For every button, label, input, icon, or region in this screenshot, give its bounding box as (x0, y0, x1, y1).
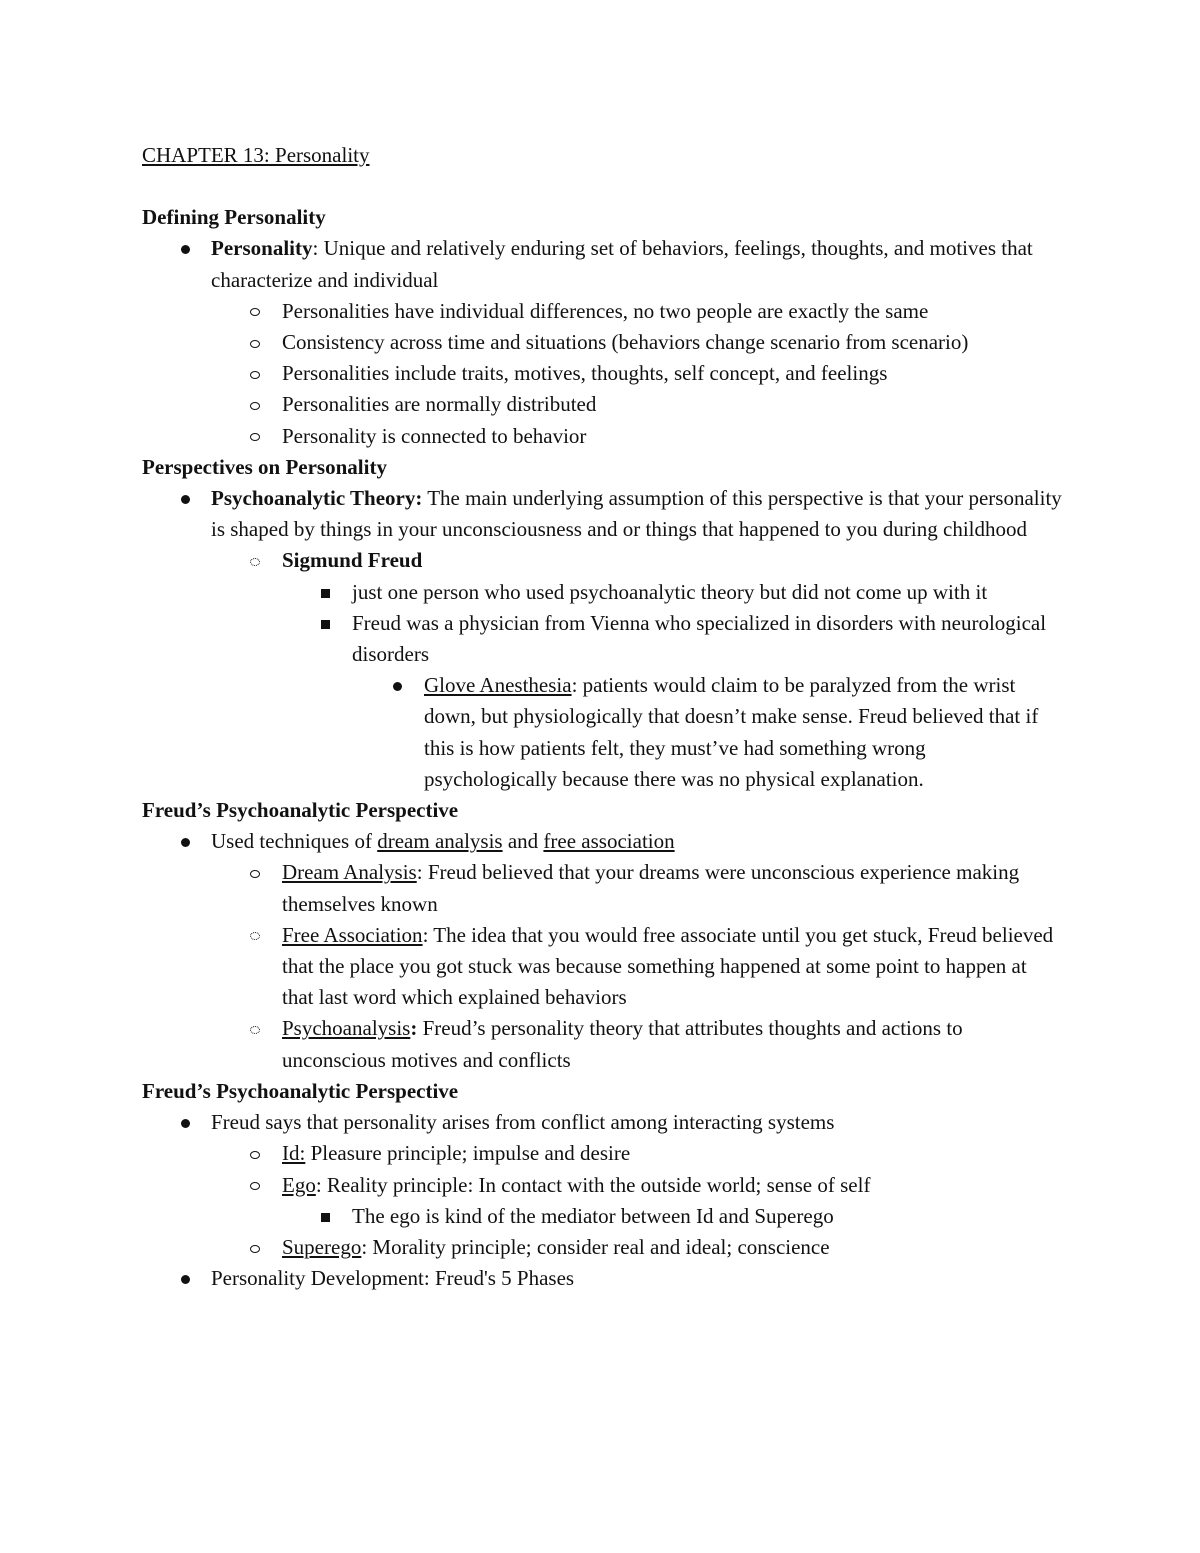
definition: : Unique and relatively enduring set of behaviors, feelings, thoughts, and motives that characterize and individual (211, 236, 1033, 292)
definition: : patients would claim to be paralyzed from the wrist down, but physiologically that doesn’t make sense. Freud believed that if this is how patients felt, they must’ve had something wrong psychologically because there was no physical explanation. (424, 673, 1039, 791)
definition: Freud’s personality theory that attributes thoughts and actions to unconscious motives and conflicts (282, 1016, 963, 1072)
sub-bullet-text: Sigmund Freud (282, 548, 423, 573)
bullet-circle-icon (248, 1138, 262, 1169)
sub-bullet-superego (142, 1232, 1062, 1263)
bullet-square-icon (318, 1201, 332, 1232)
term: free association (543, 829, 675, 854)
sub-bullet-text: Personalities are normally distributed (282, 392, 597, 417)
sub-bullet (142, 389, 1062, 420)
definition: : The idea that you would free associate until you get stuck, Freud believed that the place you got stuck was because something happened at some point to happen at that last word which explained behaviors (282, 922, 1054, 1010)
sub-bullet-ego (142, 1170, 1062, 1201)
bullet-circle-icon (248, 296, 262, 327)
square-bullet-text: The ego is kind of the mediator between Id and Superego (352, 1203, 834, 1228)
square-bullet-text: just one person who used psychoanalytic theory but did not come up with it (352, 579, 988, 604)
bullet-square-icon (318, 608, 332, 639)
bullet-dot-icon (178, 1263, 192, 1294)
bullet-circle-icon (248, 1232, 262, 1263)
definition: The main underlying assumption of this perspective is that your personality is shaped by things in your unconsciousness and or things that happened to you during childhood (211, 486, 1062, 542)
definition: Pleasure principle; impulse and desire (305, 1141, 631, 1166)
text: Freud says that personality arises from conflict among interacting systems (211, 1110, 835, 1135)
bullet-dot-icon (178, 1107, 192, 1138)
sub-bullet-id (142, 1138, 1062, 1169)
bullet-circle-icon (248, 1013, 262, 1044)
sub-bullet (142, 327, 1062, 358)
term: Psychoanalysis (282, 1016, 411, 1041)
term: Free Association (282, 922, 423, 947)
sub-bullet-text: Personality is connected to behavior (282, 423, 587, 448)
bullet-dot-icon (178, 233, 192, 264)
section-heading-defining: Defining Personality (142, 205, 326, 230)
bullet-dot-icon (178, 826, 192, 857)
bullet-interacting-systems (142, 1107, 1062, 1138)
sub-bullet-text: Consistency across time and situations (behaviors change scenario from scenario) (282, 330, 969, 355)
bullet-circle-icon (248, 421, 262, 452)
sub-bullet-free-association (142, 920, 1062, 1014)
text: Used techniques of (211, 829, 378, 854)
definition: : Freud believed that your dreams were unconscious experience making themselves known (282, 860, 1020, 916)
sub-bullet-text: Personalities include traits, motives, thoughts, self concept, and feelings (282, 361, 888, 386)
square-bullet-text: Freud was a physician from Vienna who specialized in disorders with neurological disorders (352, 610, 1047, 667)
term: Id: (282, 1141, 306, 1166)
sub-bullet (142, 421, 1062, 452)
text: Personality Development: Freud's 5 Phases (211, 1266, 575, 1291)
bullet-circle-icon (248, 358, 262, 389)
bullet-circle-icon (248, 857, 262, 888)
term: Personality (211, 236, 313, 261)
term: Psychoanalytic Theory: (211, 486, 423, 511)
bullet-personality-development (142, 1263, 1062, 1294)
square-bullet (142, 577, 1062, 608)
section-heading-freud-perspective-2: Freud’s Psychoanalytic Perspective (142, 1078, 459, 1103)
term: Superego (282, 1234, 362, 1259)
sub-bullet-text: Personalities have individual differences, no two people are exactly the same (282, 298, 929, 323)
bullet-circle-icon (248, 389, 262, 420)
bullet-psychoanalytic-theory (142, 483, 1062, 545)
square-bullet (142, 608, 1062, 670)
text: and (502, 829, 544, 854)
sub-bullet-psychoanalysis (142, 1013, 1062, 1075)
bullet-circle-icon (248, 920, 262, 951)
term: Dream Analysis (282, 860, 417, 885)
bullet-dot-icon (178, 483, 192, 514)
sub-bullet-dream-analysis (142, 857, 1062, 919)
square-bullet (142, 1201, 1062, 1232)
colon: : (410, 1016, 418, 1041)
bullet-glove-anesthesia (142, 670, 1062, 795)
sub-bullet (142, 296, 1062, 327)
bullet-circle-icon (248, 1170, 262, 1201)
bullet-circle-icon (248, 545, 262, 576)
definition: : Reality principle: In contact with the outside world; sense of self (315, 1172, 871, 1197)
bullet-personality (142, 233, 1062, 295)
bullet-techniques (142, 826, 1062, 857)
definition: : Morality principle; consider real and ideal; conscience (361, 1234, 830, 1259)
page-title: CHAPTER 13: Personality (142, 143, 370, 167)
section-heading-perspectives: Perspectives on Personality (142, 454, 387, 479)
bullet-dot-icon (390, 670, 404, 701)
bullet-circle-icon (248, 327, 262, 358)
sub-bullet-freud (142, 545, 1062, 576)
term: Glove Anesthesia (424, 673, 572, 698)
document-page (142, 140, 1062, 1294)
bullet-square-icon (318, 577, 332, 608)
term: Ego (282, 1172, 316, 1197)
sub-bullet (142, 358, 1062, 389)
section-heading-freud-perspective: Freud’s Psychoanalytic Perspective (142, 798, 459, 823)
term: dream analysis (377, 829, 503, 854)
